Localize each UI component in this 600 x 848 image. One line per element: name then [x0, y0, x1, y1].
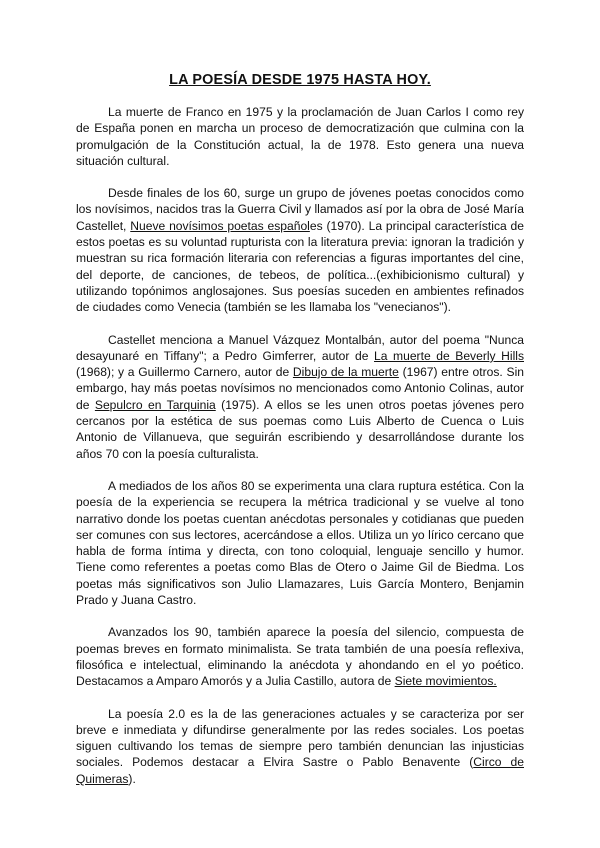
- paragraph-text: Desde finales de los 60, surge un grupo de jóvenes poetas conocidos como los novísimos, nacidos tras la Guerra Civil y llamados así por la obra de José María Castellet,: [76, 186, 524, 233]
- page-title: [76, 71, 524, 89]
- paragraph-text: (1967) entre otros. Sin embargo, hay más poetas novísimos no mencionados como Antonio Colinas, autor de: [76, 365, 524, 412]
- document-body: [76, 104, 524, 787]
- paragraph-text: La muerte de Franco en 1975 y la proclamación de Juan Carlos I como rey de España ponen en marcha un proceso de democratización que culmina con la promulgación de la Constitución actual, la de 1978. Esto genera una nueva situación cultural.: [76, 105, 524, 168]
- paragraph-text: Castellet menciona a Manuel Vázquez Montalbán, autor del poema "Nunca desayunaré en Tiffany"; a Pedro Gimferrer, autor de: [76, 332, 524, 363]
- paragraph-text: (1968); y a Guillermo Carnero, autor de: [76, 365, 293, 380]
- paragraph-text: es (1970). La principal característica de estos poetas es su voluntad rupturista con la literatura previa: ignoran la tradición y muestran su rica formación literaria con referencias a figuras importantes del cine, del deporte, de canciones, de tebeos, de política...(exhibicionismo cultural) y utilizando topónimos anglosajones. Sus poesías suceden en ambientes refinados de ciudades como Venecia (también se les llamaba los "venecianos").: [76, 218, 525, 315]
- paragraph-6: [76, 706, 524, 787]
- paragraph-3: [76, 332, 524, 462]
- title-period: .: [426, 72, 431, 88]
- book-title-reference: Circo de Quimeras: [76, 755, 524, 786]
- paragraph-text: (1975). A ellos se les unen otros poetas jóvenes pero cercanos por la estética de sus poemas como Luis Alberto de Cuenca o Luis Antonio de Villanueva, que seguirán escribiendo y desarrollándose durante los años 70 con la poesía culturalista.: [76, 397, 525, 461]
- paragraph-text: Avanzados los 90, también aparece la poesía del silencio, compuesta de poemas breves en formato minimalista. Se trata también de una poesía reflexiva, filosófica e intelectual, eliminando la anécdota y ahondando en el yo poético. Destacamos a Amparo Amorós y a Julia Castillo, autora de: [76, 625, 524, 689]
- book-title-reference: Dibujo de la muerte: [292, 365, 399, 380]
- paragraph-1: [76, 104, 524, 169]
- book-title-reference: Nueve novísimos poetas español: [130, 218, 310, 233]
- title-text: LA POESÍA DESDE 1975 HASTA HOY: [169, 72, 427, 88]
- book-title-reference: Sepulcro en Tarquinia: [94, 397, 216, 412]
- paragraph-text: ).: [128, 771, 136, 786]
- paragraph-text: La poesía 2.0 es la de las generaciones actuales y se caracteriza por ser breve e inmediata y difundirse generalmente por las redes sociales. Los poetas siguen cultivando los temas de siempre pero también denuncian las injusticias sociales. Podemos destacar a Elvira Sastre o Pablo Benavente (: [76, 706, 524, 770]
- paragraph-4: [76, 478, 524, 608]
- paragraph-text: A mediados de los años 80 se experimenta una clara ruptura estética. Con la poesía de la experiencia se recupera la métrica tradicional y se vuelve al tono narrativo donde los poetas cuentan anécdotas personales y cotidianas que pueden ser comunes con sus lectores, acercándose a ellos. Utiliza un yo lírico cercano que habla de forma íntima y directa, con tono coloquial, lenguaje sencillo y humor. Tiene como referentes a poetas como Blas de Otero o Jaime Gil de Biedma. Los poetas más significativos son Julio Llamazares, Luis García Montero, Benjamin Prado y Juana Castro.: [76, 478, 524, 608]
- paragraph-5: [76, 624, 524, 689]
- book-title-reference: La muerte de Beverly Hills: [374, 348, 524, 363]
- paragraph-2: [76, 185, 524, 315]
- book-title-reference: Siete movimientos.: [394, 674, 497, 689]
